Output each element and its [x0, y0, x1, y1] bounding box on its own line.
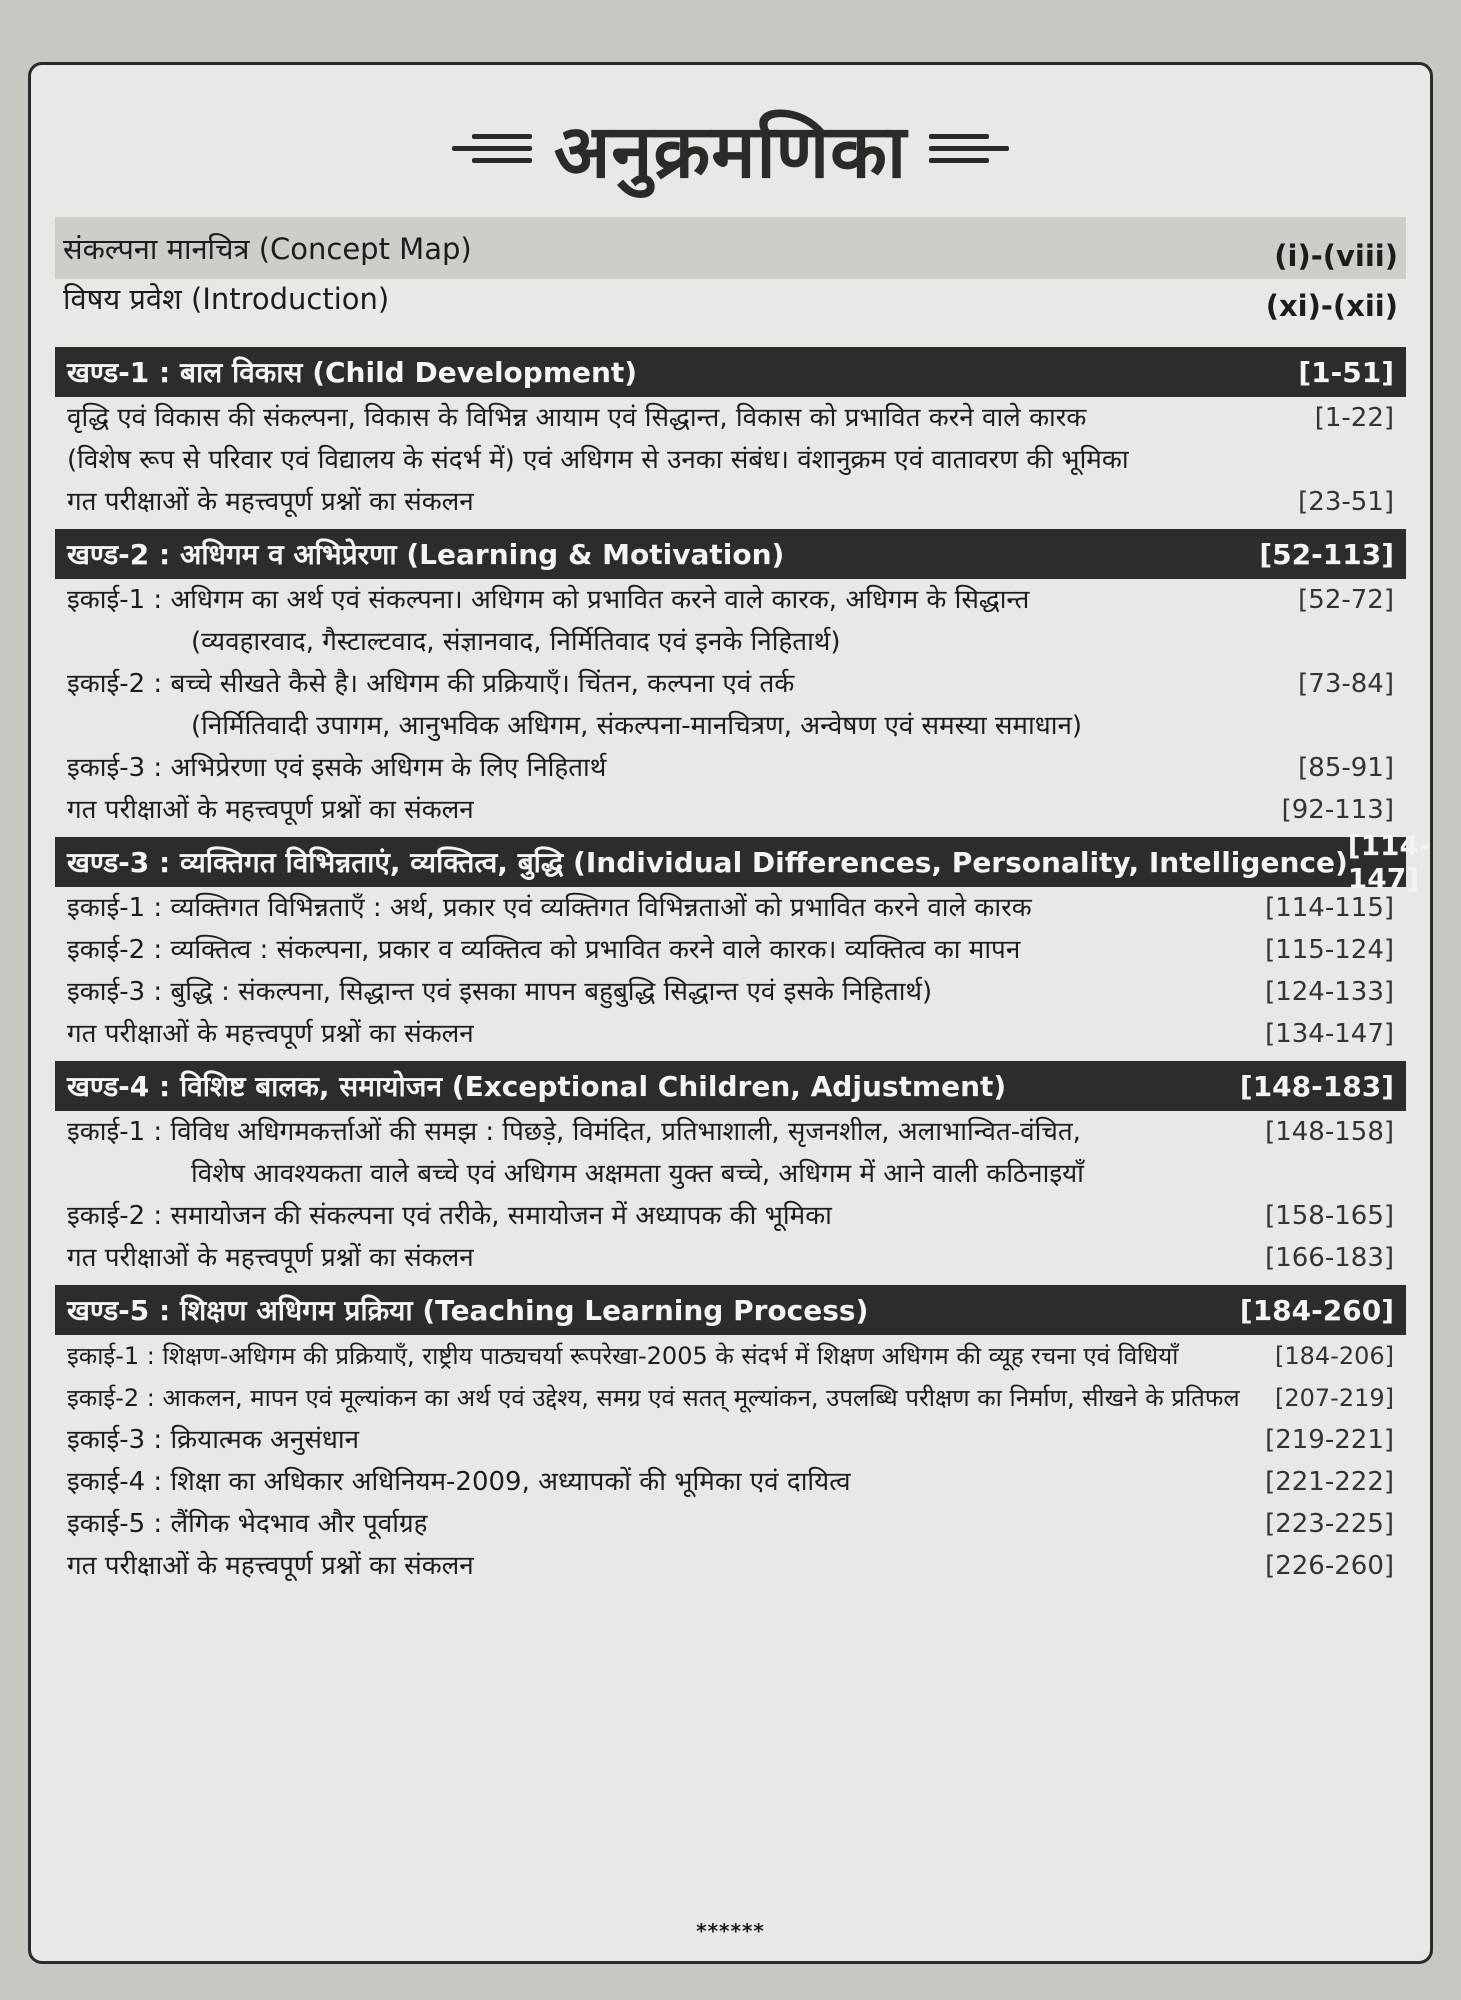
- toc-row-pages: [92-113]: [1281, 795, 1394, 825]
- toc-row: [55, 1195, 1406, 1237]
- toc-row-text: इकाई-2 : समायोजन की संकल्पना एवं तरीके, समायोजन में अध्यापक की भूमिका: [67, 1201, 832, 1231]
- toc-row-pages: [184-206]: [1274, 1342, 1394, 1370]
- toc-row-pages: [73-84]: [1298, 669, 1394, 699]
- toc-row: [55, 887, 1406, 929]
- toc-row-pages: [158-165]: [1265, 1201, 1394, 1231]
- toc-row: [55, 1237, 1406, 1279]
- section-pages: [1-51]: [1298, 355, 1394, 389]
- title-row: [31, 93, 1430, 203]
- toc-row-pages: [219-221]: [1265, 1425, 1394, 1455]
- toc-row-text: इकाई-1 : व्यक्तिगत विभिन्नताएँ : अर्थ, प्रकार एवं व्यक्तिगत विभिन्नताओं को प्रभावित करने वाले कारक: [67, 893, 1032, 923]
- toc-row-continuation: विशेष आवश्यकता वाले बच्चे एवं अधिगम अक्षमता युक्त बच्चे, अधिगम में आने वाली कठिनाइयाँ: [191, 1159, 1084, 1189]
- toc-row: [55, 1503, 1406, 1545]
- section-pages: [184-260]: [1239, 1293, 1394, 1327]
- toc-row-text: (विशेष रूप से परिवार एवं विद्यालय के संदर्भ में) एवं अधिगम से उनका संबंध। वंशानुक्रम एवं वातावरण की भूमिका: [67, 445, 1129, 475]
- toc-row-text: गत परीक्षाओं के महत्त्वपूर्ण प्रश्नों का संकलन: [67, 1019, 474, 1049]
- toc-row-continuation: (व्यवहारवाद, गैस्टाल्टवाद, संज्ञानवाद, निर्मितिवाद एवं इनके निहितार्थ): [191, 627, 841, 657]
- toc-row-pages: [223-225]: [1265, 1509, 1394, 1539]
- toc-row-pages: [1-22]: [1314, 403, 1394, 433]
- toc-row-pages: [124-133]: [1265, 977, 1394, 1007]
- toc-row: [55, 747, 1406, 789]
- toc-row-text: इकाई-1 : अधिगम का अर्थ एवं संकल्पना। अधिगम को प्रभावित करने वाले कारक, अधिगम के सिद्धान्त: [67, 585, 1030, 615]
- toc-row-text: इकाई-5 : लैंगिक भेदभाव और पूर्वाग्रह: [67, 1509, 428, 1539]
- section-header-3: [55, 829, 1431, 895]
- section-header-5: [55, 1285, 1406, 1335]
- introduction-entry: [55, 279, 1406, 341]
- toc-row-pages: [226-260]: [1265, 1551, 1394, 1581]
- index-page: [28, 62, 1433, 1964]
- toc-row-text: इकाई-3 : अभिप्रेरणा एवं इसके अधिगम के लिए निहितार्थ: [67, 753, 607, 783]
- toc-row-pages: [23-51]: [1298, 487, 1394, 517]
- entry-label: विषय प्रवेश (Introduction): [63, 282, 390, 316]
- toc-row-text: इकाई-1 : शिक्षण-अधिगम की प्रक्रियाएँ, राष्ट्रीय पाठ्यचर्या रूपरेखा-2005 के संदर्भ में शिक्षण अधिगम की व्यूह रचना एवं विधियाँ: [67, 1342, 1179, 1370]
- toc-row-pages: [114-115]: [1265, 893, 1394, 923]
- toc-row-text: इकाई-2 : आकलन, मापन एवं मूल्यांकन का अर्थ एवं उद्देश्य, समग्र एवं सतत् मूल्यांकन, उपलब्धि परीक्षण का निर्माण, सीखने के प्रतिफल: [67, 1384, 1240, 1412]
- section-header-4: [55, 1061, 1406, 1111]
- toc-row-text: इकाई-2 : बच्चे सीखते कैसे है। अधिगम की प्रक्रियाएँ। चिंतन, कल्पना एवं तर्क: [67, 669, 795, 699]
- toc-row-pages: [166-183]: [1265, 1243, 1394, 1273]
- section-title: खण्ड-2 : अधिगम व अभिप्रेरणा (Learning & Motivation): [67, 538, 785, 571]
- toc-row-continuation: (निर्मितिवादी उपागम, आनुभविक अधिगम, संकल्पना-मानचित्रण, अन्वेषण एवं समस्या समाधान): [191, 711, 1083, 741]
- toc-row-text: गत परीक्षाओं के महत्त्वपूर्ण प्रश्नों का संकलन: [67, 487, 474, 517]
- toc-row-text: इकाई-3 : क्रियात्मक अनुसंधान: [67, 1425, 360, 1455]
- entry-pages: (i)-(viii): [1274, 239, 1398, 273]
- toc-row: [55, 1013, 1406, 1055]
- toc-row-pages: [115-124]: [1265, 935, 1394, 965]
- toc-row-text: इकाई-1 : विविध अधिगमकर्त्ताओं की समझ : पिछड़े, विमंदित, प्रतिभाशाली, सृजनशील, अलाभान्वित-वंचित,: [67, 1117, 1081, 1147]
- sections-container: [55, 347, 1431, 1587]
- section-title: खण्ड-5 : शिक्षण अधिगम प्रक्रिया (Teaching Learning Process): [67, 1294, 869, 1327]
- toc-row-text: इकाई-3 : बुद्धि : संकल्पना, सिद्धान्त एवं इसका मापन बहुबुद्धि सिद्धान्त एवं इसके निहितार्थ): [67, 977, 933, 1007]
- contents-list: [55, 217, 1431, 1587]
- section-pages: [148-183]: [1239, 1069, 1394, 1103]
- section-header-2: [55, 529, 1406, 579]
- toc-row-pages: [207-219]: [1274, 1384, 1394, 1412]
- toc-row: [55, 481, 1406, 523]
- toc-row-text: वृद्धि एवं विकास की संकल्पना, विकास के विभिन्न आयाम एवं सिद्धान्त, विकास को प्रभावित करने वाले कारक: [67, 403, 1087, 433]
- toc-row: [55, 1335, 1406, 1377]
- toc-row-text: गत परीक्षाओं के महत्त्वपूर्ण प्रश्नों का संकलन: [67, 795, 474, 825]
- toc-row-text: इकाई-4 : शिक्षा का अधिकार अधिनियम-2009, अध्यापकों की भूमिका एवं दायित्व: [67, 1467, 851, 1497]
- toc-row: [55, 1419, 1406, 1461]
- section-title: खण्ड-4 : विशिष्ट बालक, समायोजन (Exceptional Children, Adjustment): [67, 1070, 1007, 1103]
- section-title: खण्ड-1 : बाल विकास (Child Development): [67, 356, 638, 389]
- toc-row: [55, 929, 1406, 971]
- toc-row: [55, 971, 1406, 1013]
- section-pages: [52-113]: [1259, 537, 1394, 571]
- section-title: खण्ड-3 : व्यक्तिगत विभिन्नताएं, व्यक्तित्व, बुद्धि (Individual Differences, Personality, Intelligence): [67, 846, 1348, 879]
- page-title: अनुक्रमणिका: [553, 108, 908, 195]
- toc-row-pages: [148-158]: [1265, 1117, 1394, 1147]
- entry-label: संकल्पना मानचित्र (Concept Map): [63, 232, 472, 266]
- toc-row: [55, 663, 1406, 705]
- toc-row: [55, 705, 1406, 747]
- toc-row: [55, 397, 1406, 439]
- toc-row-text: इकाई-2 : व्यक्तित्व : संकल्पना, प्रकार व व्यक्तित्व को प्रभावित करने वाले कारक। व्यक्तित्व का मापन: [67, 935, 1021, 965]
- toc-row: [55, 1461, 1406, 1503]
- concept-map-entry: [55, 217, 1406, 279]
- toc-row: [55, 1545, 1406, 1587]
- toc-row: [55, 579, 1406, 621]
- toc-row-pages: [134-147]: [1265, 1019, 1394, 1049]
- toc-row: [55, 789, 1406, 831]
- left-decoration: [452, 134, 532, 163]
- toc-row-text: गत परीक्षाओं के महत्त्वपूर्ण प्रश्नों का संकलन: [67, 1243, 474, 1273]
- footer-stars: ******: [696, 1919, 765, 1943]
- toc-row-text: गत परीक्षाओं के महत्त्वपूर्ण प्रश्नों का संकलन: [67, 1551, 474, 1581]
- entry-pages: (xi)-(xii): [1265, 289, 1398, 323]
- toc-row: [55, 621, 1406, 663]
- section-header-1: [55, 347, 1406, 397]
- right-decoration: [929, 134, 1009, 163]
- toc-row-pages: [85-91]: [1298, 753, 1394, 783]
- toc-row: [55, 1377, 1406, 1419]
- toc-row: [55, 1111, 1406, 1153]
- section-pages: [114-147]: [1347, 829, 1431, 895]
- toc-row: [55, 1153, 1406, 1195]
- toc-row: [55, 439, 1406, 481]
- toc-row-pages: [52-72]: [1298, 585, 1394, 615]
- toc-row-pages: [221-222]: [1265, 1467, 1394, 1497]
